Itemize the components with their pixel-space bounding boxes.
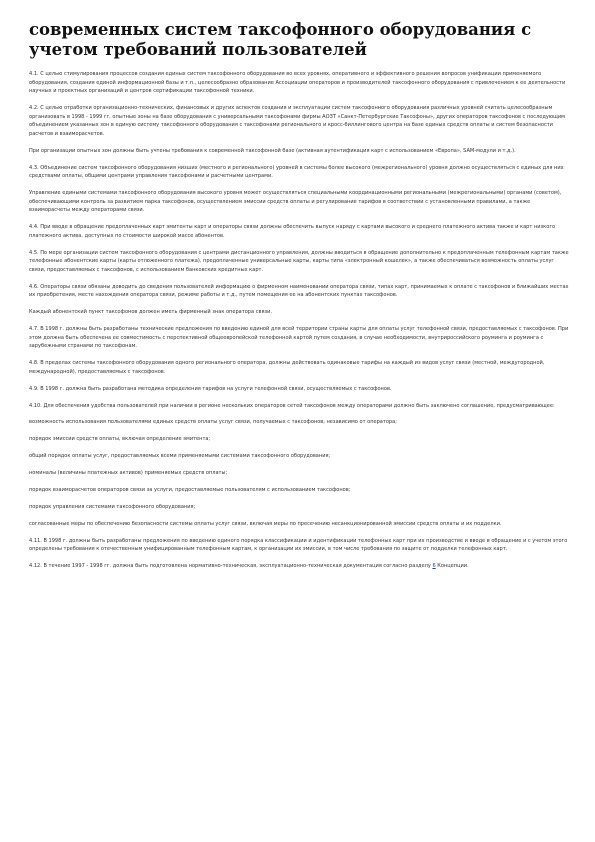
paragraph-text: общий порядок оплаты услуг, предоставляемых всеми применяемыми системами таксофонного оборудования; <box>29 453 331 460</box>
paragraph <box>29 325 569 351</box>
paragraph <box>29 308 569 317</box>
paragraph <box>29 402 569 411</box>
page-title: современных систем таксофонного оборудования с учетом требований пользователей <box>29 20 532 59</box>
paragraph-text: При организации опытных зон должны быть учтены требования к современной таксофонной базе (активная аутентификация карт с использованием «Европа», SAM-модули и т.д.). <box>29 147 516 154</box>
paragraph-text: возможность использования пользователями единых средств оплаты услуг связи, получаемых с таксофонов, независимо от оператора; <box>29 419 397 426</box>
paragraph <box>29 520 569 529</box>
section-link[interactable]: 6 <box>432 563 436 570</box>
paragraph-text: 4.7. В 1998 г. должны быть разработаны технические предложения по введению единой для всей территории страны карты для оплаты услуг телефонной связи, предоставляемых с таксофонов. При этом должна быть обеспечена ее совместимость с перспективной общеевропейской телефонной картой путем создания, в случае необходимости, внутрироссийского роуминга и роуминга с зарубежными странами по таксофонам. <box>29 326 569 350</box>
paragraph-text: номиналы (величины платежных активов) применяемых средств оплаты; <box>29 470 228 477</box>
paragraph <box>29 189 569 215</box>
paragraph-text: согласованные меры по обеспечению безопасности системы оплаты услуг связи, включая меры по пресечению несанкционированной эмиссии средств оплаты и их подделки. <box>29 520 502 527</box>
paragraph-text: 4.10. Для обеспечения удобства пользователей при наличии в регионе нескольких операторов сетей таксофонов между операторами должно быть заключено соглашение, предусматривающее: <box>29 402 555 409</box>
paragraph <box>29 452 569 461</box>
paragraph <box>29 469 569 478</box>
paragraph-text: 4.6. Операторы связи обязаны доводить до сведения пользователей информацию о фирменном наименовании оператора связи, типах карт, принимаемых к оплате с таксофонов и ближайших местах их приобретения, месте нахождения оператора связи, режиме работы и т.д., путем помещения ее на абонентских пунктах таксофонов. <box>29 283 569 299</box>
paragraph-text: Каждый абонентский пункт таксофонов должен иметь фирменный знак оператора связи. <box>29 309 273 316</box>
paragraph-text: Управление едиными системами таксофонного оборудования высокого уровня может осуществляться специальными координационными региональными (межрегиональными) органами (советом), обеспечивающими контроль за развитием парка таксофонов, осуществлением эмиссии средств оплаты и регулирование тарифов в соответствии с установленными правилами, а также взаиморасчеты между операторами связи. <box>29 190 562 214</box>
paragraph-text: 4.3. Объединение систем таксофонного оборудования низших (местного и регионального) уровней в системы более высокого (межрегионального) уровня должно осуществляться с единых для них средствами оплаты, общими центрами управления таксофонами и расчетными центрами. <box>29 164 564 180</box>
paragraph <box>29 435 569 444</box>
paragraph-text: 4.4. При вводе в обращение предоплаченных карт эмитенты карт и операторы связи должны обеспечить выпуск наряду с картами высокого и среднего платежного актива также и карт низкого платежного актива, доступных по стоимости широкой массе абонентов. <box>29 224 556 239</box>
paragraph-text: 4.11. В 1998 г. должны быть разработаны предложения по введению единого порядка классификации и идентификации телефонных карт при их производстве и вводе в обращение и с учетом этого определены требования к отечественным унифицированным телефонным картам, к организации их эмиссии, в том числе требования по защите от подделки телефонных карт. <box>29 537 568 553</box>
paragraph <box>29 359 569 376</box>
paragraph-text: 4.2. С целью отработки организационно-технических, финансовых и других аспектов создания и эксплуатации систем таксофонного оборудования различных уровней считать целесообразным организовать в 1998 - 1999 гг. опытные зоны на базе оборудования с универсальными таксофонами фирмы АОЗТ «Санкт-Петербургские Таксофоны», других операторов таксофонов с последующим объединением указанных зон в единую систему таксофонного оборудования с таксофонами регионального и кросс-биллингового центра на базе единых средств оплаты и систем безопасности расчетов и взаиморасчетов. <box>29 105 565 137</box>
paragraph-text: 4.5. По мере организации систем таксофонного оборудования с центрами дистанционного управления, должны вводиться в обращение дополнительно к предоплаченным телефонным картам также телефонные абонентские карты (карты отложенного платежа), предоплаченные универсальные карты, карты типа «электронный кошелек», а также обеспечиваться возможность оплаты услуг связи, предоставляемых с таксофонов, с использованием банковских кредитных карт. <box>29 249 569 273</box>
paragraph-text: 4.12. В течение 1997 - 1998 гг. должна быть подготовлена нормативно-техническая, эксплуатационно-техническая документация согласно разделу <box>29 563 431 570</box>
paragraph <box>29 147 569 156</box>
paragraph-text: 4.1. С целью стимулирования процессов создания единых систем таксофонного оборудования во всех уровнях, оперативного и эффективного решения вопросов унификации применяемого оборудования, создания единой информационной базы и т.п., целесообразно образование Ассоциации операторов и производителей таксофонного оборудования с привлечением к ее деятельности научных и проектных организаций и центров сертификации таксофонной техники. <box>29 71 566 95</box>
paragraph <box>29 283 569 300</box>
paragraph <box>29 418 569 427</box>
paragraph <box>29 562 569 571</box>
paragraph-suffix: Концепции. <box>435 563 469 570</box>
paragraph <box>29 537 569 554</box>
paragraph-text: порядок эмиссии средств оплаты, включая определение эмитента; <box>29 436 211 443</box>
paragraph <box>29 503 569 512</box>
paragraph-text: порядок управления системами таксофонного оборудования; <box>29 503 196 510</box>
paragraph <box>29 486 569 495</box>
paragraph-text: 4.9. В 1998 г. должна быть разработана методика определения тарифов на услуги телефонной связи, осуществляемых с таксофонов. <box>29 385 392 392</box>
paragraph <box>29 223 569 240</box>
document-body <box>29 70 569 579</box>
paragraph <box>29 164 569 181</box>
paragraph <box>29 385 569 394</box>
paragraph <box>29 104 569 138</box>
paragraph-text: 4.8. В пределах системы таксофонного оборудования одного регионального оператора, должны действовать одинаковые тарифы на каждый из видов услуг связи (местной, междугородной, международной), предоставляемых с таксофонов. <box>29 360 545 375</box>
paragraph-text: порядок взаиморасчетов операторов связи за услуги, предоставляемые пользователям с использованием таксофонов; <box>29 487 351 494</box>
paragraph <box>29 249 569 275</box>
paragraph <box>29 70 569 96</box>
